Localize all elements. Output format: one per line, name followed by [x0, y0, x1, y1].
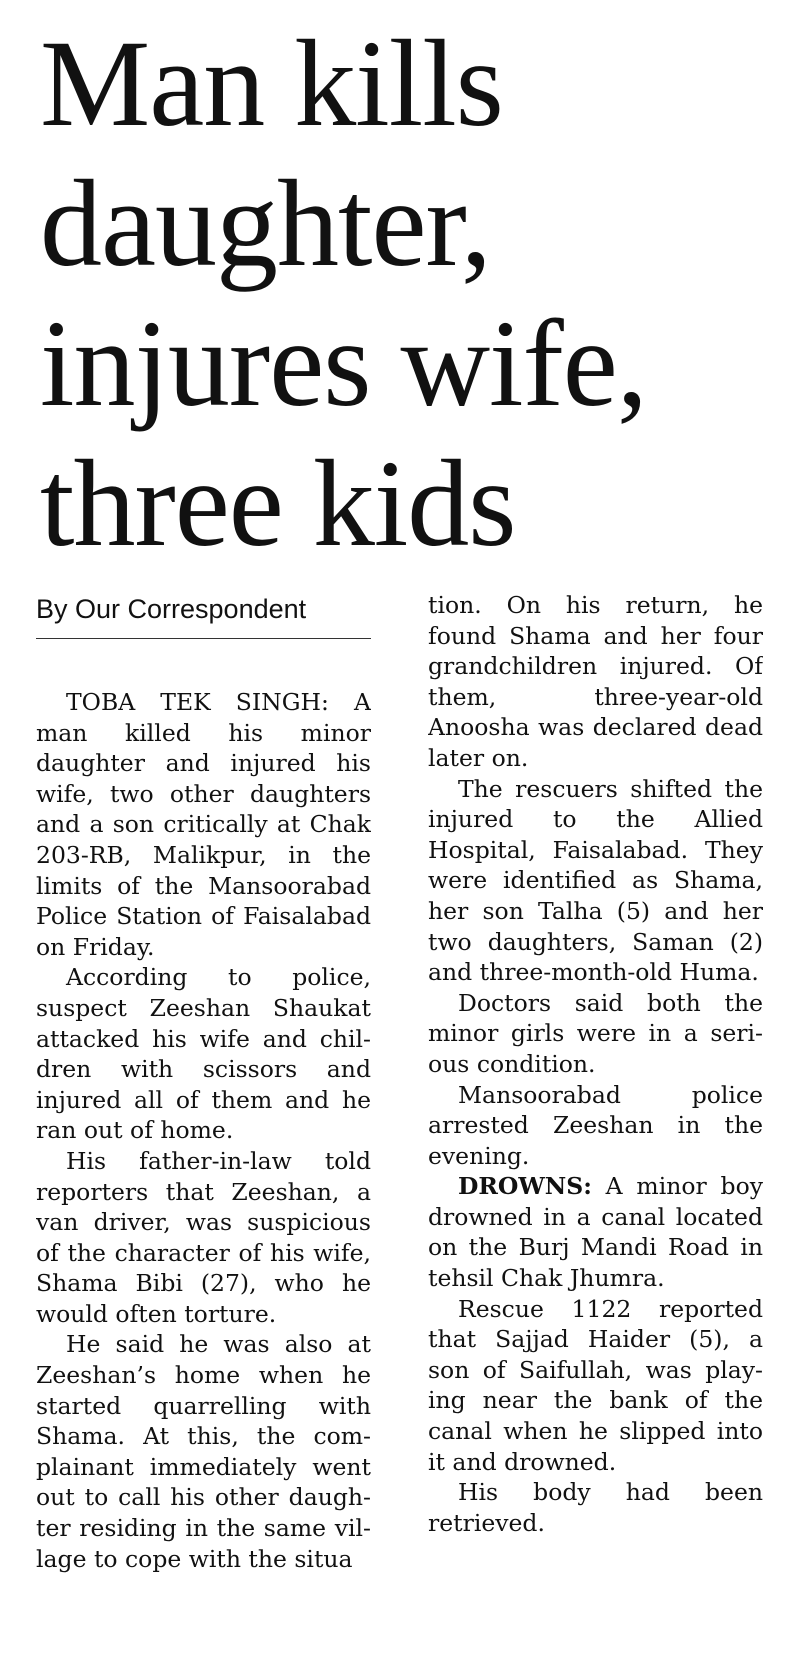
- headline-line-2: daughter,: [40, 155, 491, 292]
- paragraph: TOBA TEK SINGH: A man killed his minor daughter and injured his wife, two other daughters and a son critically at Chak 203-RB, Malikpur, in the limits of the Mansoorabad Police Station of Faisalabad on Friday.: [36, 688, 371, 961]
- headline-line-4: three kids: [40, 435, 516, 572]
- paragraph: His father-in-law told reporters that Zeeshan, a van driver, was suspicious of the character of his wife, Shama Bibi (27), who he would often torture.: [36, 1146, 371, 1328]
- paragraph: Doctors said both the minor girls were in a serious condition.: [428, 988, 763, 1078]
- paragraph-continued: tion. On his return, he found Shama and her four grandchildren injured. Of them, three-year-old Anoosha was declared dead later on.: [428, 591, 763, 772]
- paragraph: His body had been retrieved.: [428, 1478, 763, 1537]
- article-column-right: [428, 590, 763, 1650]
- article-column-left: [36, 590, 371, 1650]
- paragraph: Mansoorabad police arrested Zeeshan in the evening.: [428, 1080, 763, 1170]
- paragraph: He said he was also at Zeeshan’s home when he started quarrelling with Shama. At this, the complainant immediately went out to call his other daughter residing in the same village to cope with the situa: [36, 1330, 371, 1573]
- paragraph: Rescue 1122 reported that Sajjad Haider (5), a son of Saifullah, was playing near the bank of the canal when he slipped into it and drowned.: [428, 1294, 763, 1476]
- headline-line-1: Man kills: [40, 15, 503, 152]
- paragraph-drowns: [428, 1171, 763, 1293]
- paragraph: According to police, suspect Zeeshan Shaukat attacked his wife and children with scissors and injured all of them and he ran out of home.: [36, 963, 371, 1145]
- paragraph-text: A minor boy drowned in a canal located on the Burj Mandi Road in tehsil Chak Jhumra.: [428, 1172, 763, 1293]
- byline: By Our Correspondent: [36, 592, 371, 639]
- paragraph: The rescuers shifted the injured to the Allied Hospital, Faisalabad. They were identified as Shama, her son Talha (5) and her two daughters, Saman (2) and three-month-old Huma.: [428, 774, 763, 987]
- headline-line-3: injures wife,: [40, 295, 647, 432]
- headline: [40, 14, 800, 574]
- section-kicker: DROWNS:: [458, 1172, 592, 1201]
